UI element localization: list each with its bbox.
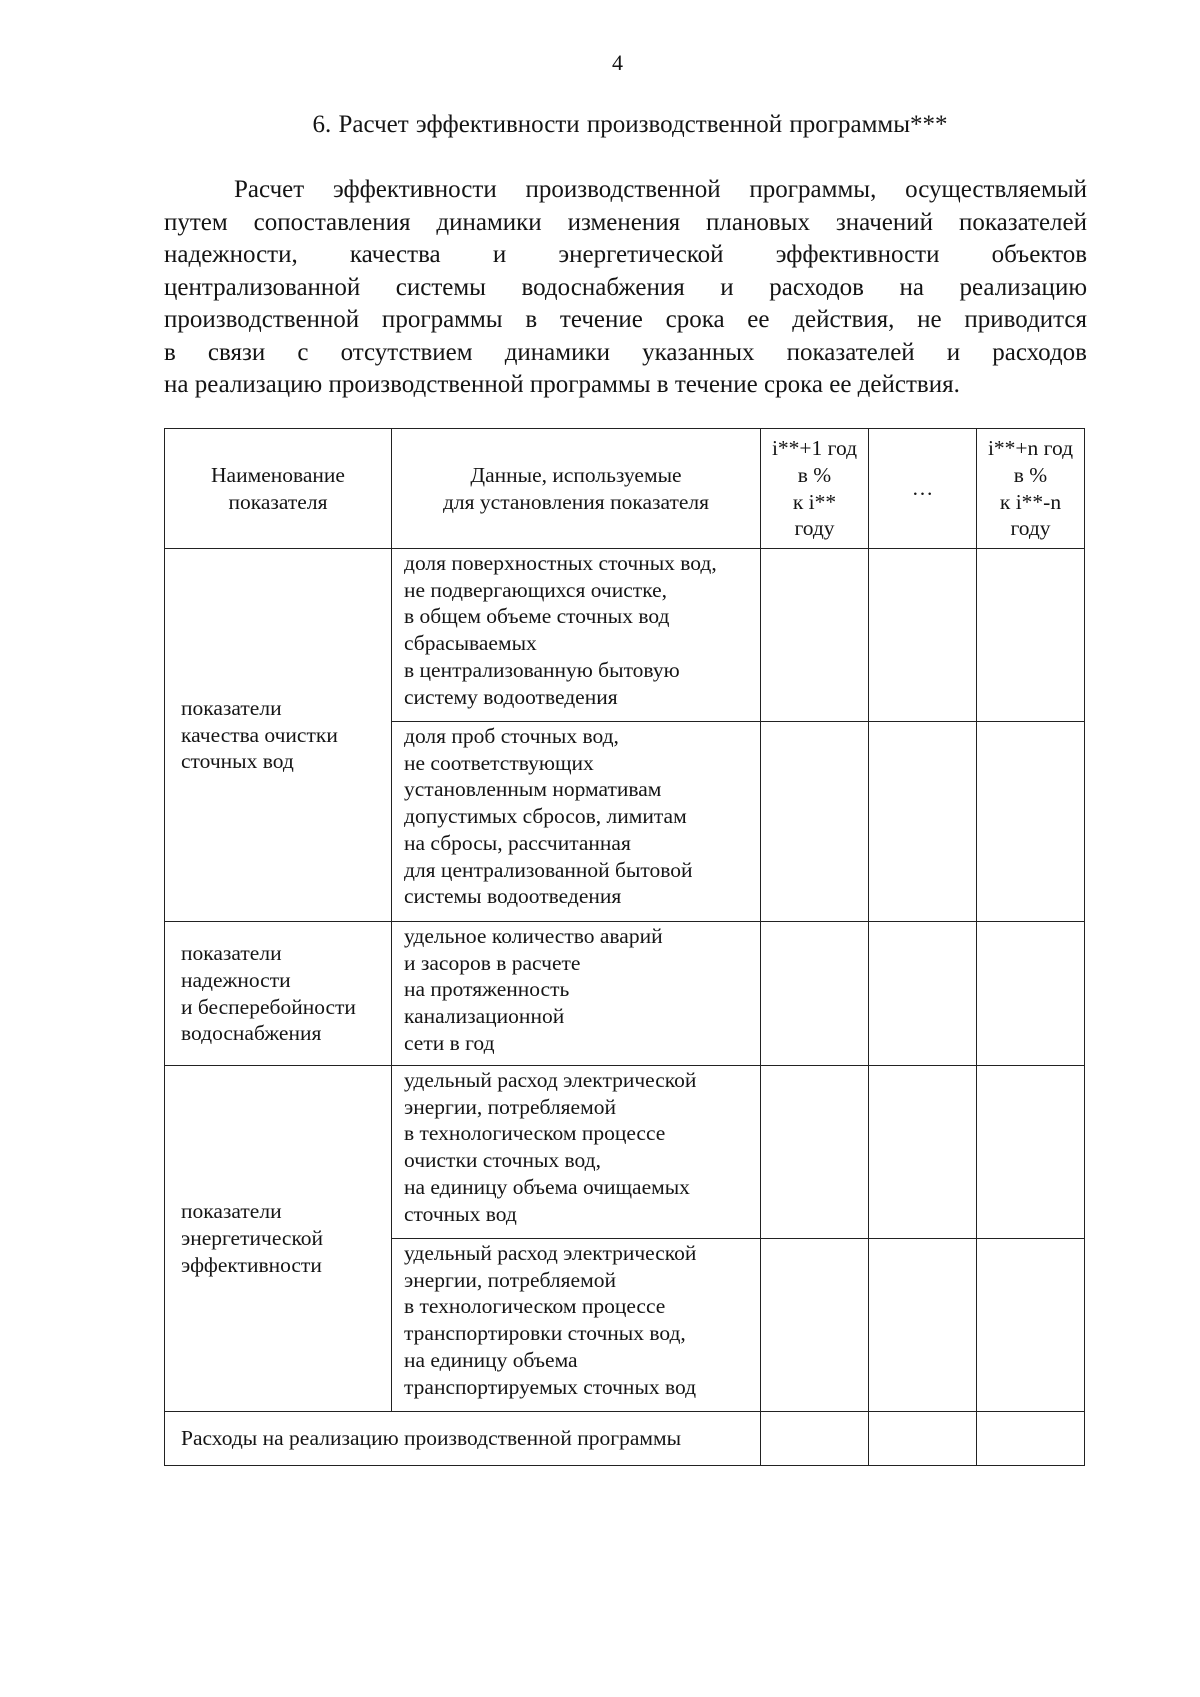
data-cell: удельное количество аварий и засоров в расчете на протяженность канализационной сети в год [392,922,761,1066]
data-cell: доля проб сточных вод, не соответствующих установленным нормативам допустимых сбросов, лимитам на сбросы, рассчитанная для централизованной бытовой системы водоотведения [392,722,761,922]
value-cell-year-n [977,722,1085,922]
value-cell-year-n [977,1066,1085,1239]
table-row [165,1066,1085,1239]
value-cell-ellipsis [869,922,977,1066]
expenses-label: Расходы на реализацию производственной программы [165,1412,761,1466]
value-cell-ellipsis [869,1412,977,1466]
paragraph-line: производственной программы в течение срока ее действия, не приводится [164,306,1087,333]
value-cell-year-1 [761,549,869,722]
value-cell-ellipsis [869,1239,977,1412]
paragraph-line: надежности, качества и энергетической эффективности объектов [164,241,1087,268]
paragraph-line: в связи с отсутствием динамики указанных показателей и расходов [164,338,1087,366]
paragraph-line: путем сопоставления динамики изменения плановых значений показателей [164,208,1087,236]
value-cell-year-n [977,1412,1085,1466]
data-cell: доля поверхностных сточных вод, не подвергающихся очистке, в общем объеме сточных вод сбрасываемых в централизованную бытовую систему водоотведения [392,549,761,722]
data-cell: удельный расход электрической энергии, потребляемой в технологическом процессе очистки сточных вод, на единицу объема очищаемых сточных вод [392,1066,761,1239]
header-data-used: Данные, используемые для установления показателя [392,429,761,549]
value-cell-ellipsis [869,1066,977,1239]
table-row [165,549,1085,722]
table-header-row [165,429,1085,549]
value-cell-ellipsis [869,722,977,922]
value-cell-year-1 [761,722,869,922]
header-year-n: i**+n год в % к i**-n году [977,429,1085,549]
indicator-cell: показатели качества очистки сточных вод [165,549,392,922]
paragraph-line: централизованной системы водоснабжения и расходов на реализацию [164,273,1087,301]
header-ellipsis: … [869,429,977,549]
section-title: 6. Расчет эффективности производственной программы*** [312,111,948,138]
header-year-1: i**+1 год в % к i** году [761,429,869,549]
value-cell-ellipsis [869,549,977,722]
value-cell-year-1 [761,922,869,1066]
indicator-cell: показатели надежности и бесперебойности водоснабжения [165,922,392,1066]
efficiency-table [164,428,1085,1466]
data-cell: удельный расход электрической энергии, потребляемой в технологическом процессе транспортировки сточных вод, на единицу объема транспортируемых сточных вод [392,1239,761,1412]
value-cell-year-1 [761,1239,869,1412]
indicator-cell: показатели энергетической эффективности [165,1066,392,1412]
table-row [165,922,1085,1066]
header-indicator-name: Наименование показателя [165,429,392,549]
paragraph-line: на реализацию производственной программы в течение срока ее действия. [164,371,960,398]
value-cell-year-n [977,549,1085,722]
value-cell-year-n [977,922,1085,1066]
expenses-row [165,1412,1085,1466]
value-cell-year-n [977,1239,1085,1412]
value-cell-year-1 [761,1412,869,1466]
value-cell-year-1 [761,1066,869,1239]
intro-paragraph [164,174,1087,402]
paragraph-line: Расчет эффективности производственной программы, осуществляемый [234,176,1087,203]
page-number: 4 [612,50,623,75]
